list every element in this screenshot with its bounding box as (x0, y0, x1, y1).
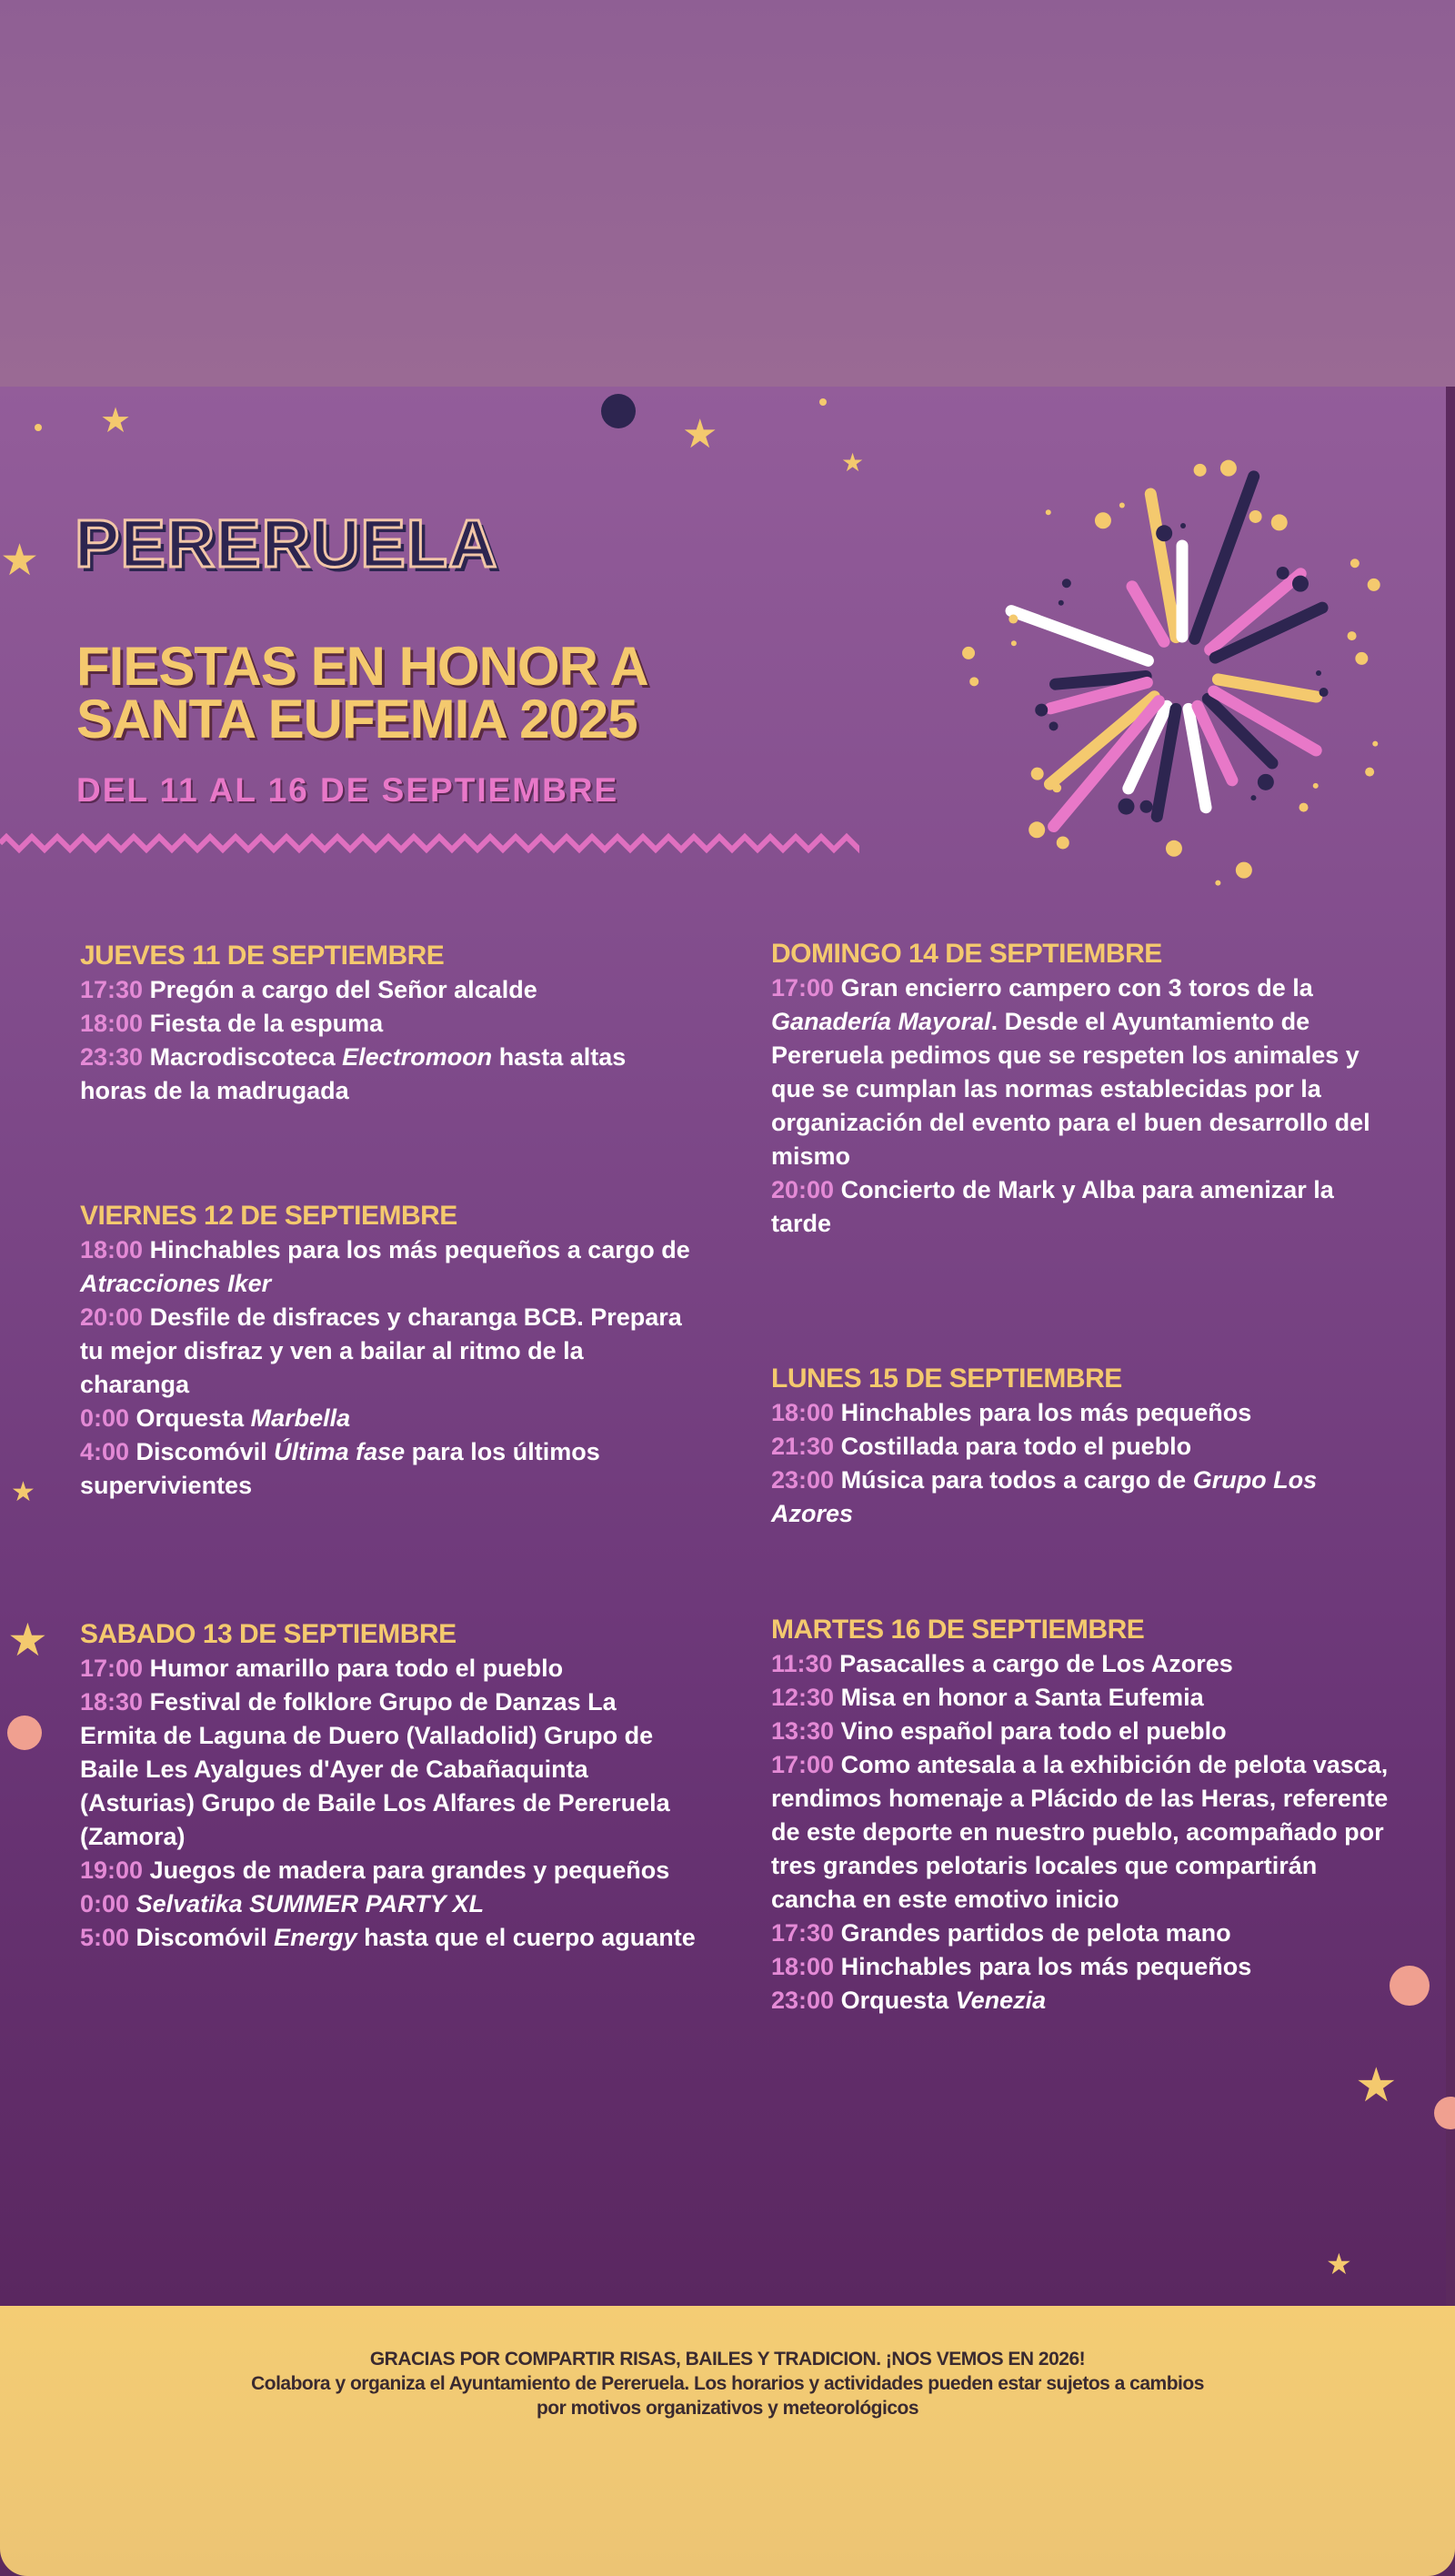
event-text: Venezia (955, 1987, 1047, 2014)
event-time: 11:30 (771, 1650, 833, 1677)
firework-dot (1215, 880, 1220, 886)
fiesta-title-line1: FIESTAS EN HONOR A (76, 636, 648, 697)
firework-dot (1011, 640, 1017, 646)
firework-dot (1236, 862, 1252, 879)
event-item (80, 1652, 698, 1685)
event-item (771, 1748, 1390, 1917)
event-text: Desfile de disfraces y charanga BCB. Prepara tu mejor disfraz y ven a bailar al ritmo de la charanga (80, 1303, 682, 1398)
firework-dot (1166, 840, 1182, 857)
day-section (80, 1617, 698, 1955)
firework-dot (1035, 704, 1048, 717)
day-section (80, 1199, 698, 1503)
event-text: Grupo Los Azores (771, 1466, 1318, 1527)
event-text: Marbella (250, 1404, 351, 1432)
day-section (771, 937, 1390, 1241)
event-time: 23:30 (80, 1043, 144, 1071)
event-time: 20:00 (771, 1176, 835, 1203)
firework-dot (1320, 688, 1329, 697)
firework-dot (1271, 514, 1288, 530)
star-icon: ★ (1355, 2059, 1398, 2112)
star-icon: ★ (7, 1615, 48, 1665)
event-item (771, 1647, 1390, 1681)
firework-dot (1258, 774, 1274, 790)
star-icon: ★ (0, 537, 40, 585)
event-time: 12:30 (771, 1684, 835, 1711)
event-item (771, 1715, 1390, 1748)
event-time: 18:00 (80, 1236, 144, 1263)
event-time: 13:30 (771, 1717, 835, 1745)
event-text: Última fase (274, 1438, 406, 1465)
firework-icon (962, 460, 1380, 886)
event-text: Festival de folklore Grupo de Danzas La Ermita de Laguna de Duero (Valladolid) Grupo de Baile Les Ayalgues d'Ayer de Cabañaquinta (Asturias) Grupo de Baile Los Alfares de Pereruela (Zamora) (80, 1688, 670, 1850)
day-section (80, 939, 698, 1108)
firework-ray (1132, 587, 1164, 642)
event-item (80, 1007, 698, 1041)
event-text: Orquesta (834, 1987, 956, 2014)
star-icon: ★ (1326, 2248, 1352, 2280)
event-time: 17:30 (771, 1919, 835, 1947)
firework-dot (1118, 799, 1134, 815)
event-time: 23:00 (771, 1466, 835, 1494)
event-item (80, 1685, 698, 1854)
firework-dot (1316, 670, 1321, 676)
event-item (771, 1681, 1390, 1715)
event-item (80, 1233, 698, 1301)
firework-dot (1057, 836, 1069, 849)
fiesta-title-line2: SANTA EUFEMIA 2025 (76, 689, 637, 750)
firework-dot (1299, 803, 1309, 812)
firework-dot (969, 677, 978, 686)
event-time: 23:00 (771, 1987, 835, 2014)
firework-dot (1052, 783, 1061, 792)
event-item (771, 1396, 1390, 1430)
event-item (771, 1950, 1390, 1984)
event-item (80, 973, 698, 1007)
event-time: 17:00 (80, 1655, 144, 1682)
event-time: 20:00 (80, 1303, 144, 1331)
firework-dot (1348, 631, 1357, 640)
footer-note: Colabora y organiza el Ayuntamiento de Pereruela. Los horarios y actividades pueden estar sujetos a cambios (251, 2373, 1204, 2394)
event-text: hasta que el cuerpo aguante (356, 1924, 696, 1951)
star-icon: ★ (682, 412, 718, 457)
event-item (80, 1854, 698, 1887)
star-icon: ★ (841, 448, 865, 477)
town-title: PERERUELA (75, 506, 498, 581)
day-section (771, 1362, 1390, 1531)
event-text: Ganadería Mayoral (771, 1008, 991, 1035)
firework-dot (1350, 558, 1360, 568)
firework-dot (962, 647, 975, 659)
event-time: 17:00 (771, 974, 835, 1001)
firework-dot (1220, 460, 1237, 477)
firework-dot (1249, 510, 1262, 523)
event-time: 18:00 (771, 1953, 835, 1980)
event-time: 17:30 (80, 976, 144, 1003)
event-text: Macrodiscoteca (143, 1043, 343, 1071)
event-item (771, 1984, 1390, 2018)
day-section (771, 1613, 1390, 2018)
firework-dot (1031, 768, 1044, 780)
firework-dot (1156, 525, 1172, 541)
event-text: para los últimos supervivientes (80, 1438, 600, 1499)
event-text: Hinchables para los más pequeños a cargo de (143, 1236, 690, 1263)
event-text: Música para todos a cargo de (834, 1466, 1193, 1494)
event-item (80, 1041, 698, 1108)
event-text: Misa en honor a Santa Eufemia (834, 1684, 1204, 1711)
event-text: Como antesala a la exhibición de pelota vasca, rendimos homenaje a Plácido de las Heras, referente de este deporte en nuestro pueblo, acompañado por tres grandes pelotaris locales que compartirán cancha en este emotivo inicio (771, 1751, 1389, 1913)
firework-dot (1355, 652, 1368, 665)
event-text: Fiesta de la espuma (143, 1010, 384, 1037)
day-heading: DOMINGO 14 DE SEPTIEMBRE (771, 939, 1162, 969)
firework-dot (1008, 615, 1018, 624)
firework-ray (1218, 679, 1316, 697)
firework-dot (1095, 512, 1111, 528)
firework-dot (1059, 600, 1064, 606)
day-heading: VIERNES 12 DE SEPTIEMBRE (80, 1201, 457, 1231)
event-item (80, 1402, 698, 1435)
day-heading: JUEVES 11 DE SEPTIEMBRE (80, 941, 445, 971)
event-text: Discomóvil (129, 1924, 275, 1951)
event-text: Juegos de madera para grandes y pequeños (143, 1857, 670, 1884)
event-item (771, 1917, 1390, 1950)
event-item (80, 1435, 698, 1503)
firework-dot (1194, 464, 1207, 477)
event-text (129, 1890, 136, 1917)
footer (0, 2306, 1455, 2576)
firework-dot (1049, 721, 1059, 730)
firework-dot (1140, 800, 1153, 813)
event-time: 5:00 (80, 1924, 130, 1951)
event-time: 4:00 (80, 1438, 130, 1465)
event-item (80, 1921, 698, 1955)
event-text: Vino español para todo el pueblo (834, 1717, 1227, 1745)
event-text: Humor amarillo para todo el pueblo (143, 1655, 564, 1682)
wavy-divider (0, 830, 859, 857)
event-time: 17:00 (771, 1751, 835, 1778)
firework-dot (1277, 567, 1289, 579)
firework-dot (1372, 741, 1378, 747)
firework-ray (1011, 611, 1148, 661)
date-range: DEL 11 AL 16 DE SEPTIEMBRE (76, 771, 619, 809)
event-text: Hinchables para los más pequeños (834, 1953, 1252, 1980)
event-item (771, 1430, 1390, 1464)
firework-dot (1062, 579, 1071, 588)
event-item (771, 1173, 1390, 1241)
event-item (80, 1887, 698, 1921)
event-text: Pasacalles a cargo de Los Azores (832, 1650, 1233, 1677)
firework-dot (1250, 795, 1256, 800)
firework-dot (1046, 509, 1051, 515)
firework-dot (1180, 523, 1186, 528)
firework-dot (1365, 768, 1374, 777)
event-text: Discomóvil (129, 1438, 275, 1465)
event-text: Energy (274, 1924, 357, 1951)
star-icon: ★ (11, 1477, 35, 1507)
event-item (80, 1301, 698, 1402)
event-item (771, 1464, 1390, 1531)
event-text: Selvatika SUMMER PARTY XL (135, 1890, 485, 1917)
event-text: Concierto de Mark y Alba para amenizar la tarde (771, 1176, 1334, 1237)
event-text: hasta altas horas de la madrugada (80, 1043, 627, 1104)
event-text: . Desde el Ayuntamiento de Pereruela pedimos que se respeten los animales y que se cumplan las normas establecidas por la organización del evento para el buen desarrollo del mismo (771, 1008, 1370, 1170)
event-text: Gran encierro campero con 3 toros de la (834, 974, 1313, 1001)
event-time: 0:00 (80, 1890, 130, 1917)
firework-dot (1313, 783, 1319, 789)
star-icon: ★ (100, 402, 132, 440)
event-text: Grandes partidos de pelota mano (834, 1919, 1231, 1947)
event-text: Hinchables para los más pequeños (834, 1399, 1252, 1426)
event-time: 18:30 (80, 1688, 144, 1716)
footer-thanks: GRACIAS POR COMPARTIR RISAS, BAILES Y TRADICION. ¡NOS VEMOS EN 2026! (369, 2349, 1086, 2370)
firework-dot (1368, 579, 1380, 591)
event-time: 0:00 (80, 1404, 130, 1432)
footer-note-cont: por motivos organizativos y meteorológicos (536, 2398, 919, 2419)
dot (601, 394, 636, 428)
event-text: Atracciones Iker (80, 1270, 272, 1297)
day-heading: LUNES 15 DE SEPTIEMBRE (771, 1363, 1122, 1394)
event-time: 21:30 (771, 1433, 835, 1460)
event-time: 18:00 (80, 1010, 144, 1037)
event-item (771, 971, 1390, 1173)
firework-dot (1292, 576, 1309, 592)
event-time: 18:00 (771, 1399, 835, 1426)
event-text: Orquesta (129, 1404, 251, 1432)
event-text: Costillada para todo el pueblo (834, 1433, 1192, 1460)
event-text: Electromoon (342, 1043, 493, 1071)
event-time: 19:00 (80, 1857, 144, 1884)
firework-dot (1029, 821, 1045, 838)
event-text: Pregón a cargo del Señor alcalde (143, 976, 537, 1003)
firework-dot (1119, 502, 1125, 508)
day-heading: SABADO 13 DE SEPTIEMBRE (80, 1619, 457, 1649)
day-heading: MARTES 16 DE SEPTIEMBRE (771, 1615, 1145, 1645)
